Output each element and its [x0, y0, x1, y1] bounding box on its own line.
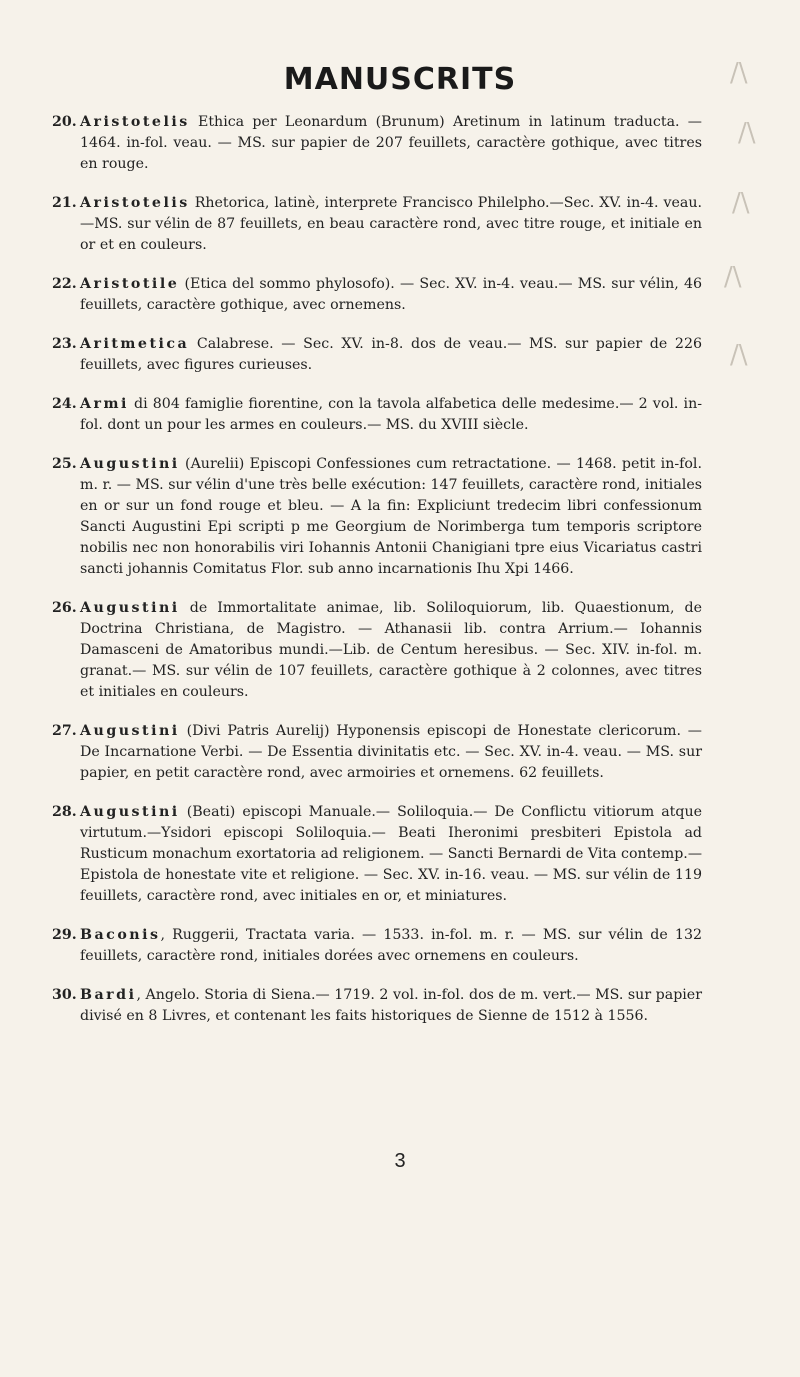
margin-mark-glyph: /\ [730, 340, 748, 370]
entry-text: , Angelo. Storia di Siena.— 1719. 2 vol. in-fol. dos de m. vert.— MS. sur papier divisé en 8 Livres, et contenant les faits historiques de Sienne de 1512 à 1556. [80, 987, 702, 1024]
catalogue-entry [52, 598, 702, 703]
entry-text: de Immortalitate animae, lib. Soliloquiorum, lib. Quaestionum, de Doctrina Christiana, de Magistro. — Athanasii lib. contra Arrium.— Iohannis Damasceni de Amatoribus mundi.—Lib. de Centum heresibus. — Sec. XIV. in-fol. m. granat.— MS. sur vélin de 107 feuillets, caractère gothique à 2 colonnes, avec titres et initiales en couleurs. [80, 600, 702, 700]
entry-number: 25. [52, 456, 77, 472]
entry-author: Aristotelis [80, 114, 190, 130]
entry-author: Bardi [80, 987, 137, 1003]
entry-text: (Etica del sommo phylosofo). — Sec. XV. in-4. veau.— MS. sur vélin, 46 feuillets, caractère gothique, avec ornemens. [80, 276, 703, 313]
entry-number: 22. [52, 276, 77, 292]
entry-text: , Ruggerii, Tractata varia. — 1533. in-fol. m. r. — MS. sur vélin de 132 feuillets, caractère rond, initiales dorées avec ornemens en couleurs. [80, 927, 702, 964]
catalogue-entry [52, 454, 702, 580]
margin-annotations [718, 40, 788, 800]
entry-author: Aristotelis [80, 195, 190, 211]
entry-text: (Beati) episcopi Manuale.— Soliloquia.— De Conflictu vitiorum atque virtutum.—Ysidori episcopi Soliloquia.— Beati Iheronimi presbiteri Epistola ad Rusticum monachum exortatoria ad religionem. — Sancti Bernardi de Vita contemp.— Epistola de honestate vite et religione. — Sec. XV. in-16. veau. — MS. sur vélin de 119 feuillets, caractère rond, avec initiales en or, et miniatures. [80, 804, 703, 904]
entry-number: 23. [52, 336, 77, 352]
catalogue-entry [52, 802, 702, 907]
entry-author: Baconis [80, 927, 161, 943]
entry-author: Augustini [80, 600, 180, 616]
entry-text: Ethica per Leonardum (Brunum) Aretinum in latinum traducta. — 1464. in-fol. veau. — MS. sur papier de 207 feuillets, caractère gothique, avec titres en rouge. [80, 114, 702, 172]
page-number: 3 [394, 1150, 406, 1172]
margin-mark-glyph: /\ [724, 262, 742, 292]
entry-author: Augustini [80, 723, 180, 739]
catalogue-entry [52, 112, 702, 175]
entry-text: (Aurelii) Episcopi Confessiones cum retractatione. — 1468. petit in-fol. m. r. — MS. sur vélin d'une très belle exécution: 147 feuillets, caractère rond, initiales en or sur un fond rouge et bleu. — A la fin: Expliciunt tredecim libri confessionum Sancti Augustini Epi scripti p me Georgium de Norimberga tum temporis scriptore nobilis nec non honorabilis viri Iohannis Antonii Chanigiani tpre eius Vicariatus castri sancti johannis Comitatus Flor. sub anno incarnationis Ihu Xpi 1466. [80, 456, 702, 577]
catalogue-entry [52, 721, 702, 784]
entry-number: 28. [52, 804, 77, 820]
catalogue-entry [52, 334, 702, 376]
entry-list [52, 112, 702, 1045]
margin-mark-glyph: /\ [738, 118, 756, 148]
entry-text: (Divi Patris Aurelij) Hyponensis episcopi de Honestate clericorum. — De Incarnatione Verbi. — De Essentia divinitatis etc. — Sec. XV. in-4. veau. — MS. sur papier, en petit caractère rond, avec armoiries et ornemens. 62 feuillets. [80, 723, 702, 781]
entry-number: 29. [52, 927, 77, 943]
entry-text: Rhetorica, latinè, interprete Francisco Philelpho.—Sec. XV. in-4. veau.—MS. sur vélin de 87 feuillets, en beau caractère rond, avec titre rouge, et initiale en or et en couleurs. [80, 195, 703, 253]
margin-mark-glyph: /\ [732, 188, 750, 218]
catalogue-entry [52, 274, 702, 316]
entry-number: 30. [52, 987, 77, 1003]
entry-text: di 804 famiglie fiorentine, con la tavola alfabetica delle medesime.— 2 vol. in-fol. dont un pour les armes en couleurs.— MS. du XVIII siècle. [80, 396, 703, 433]
catalogue-entry [52, 193, 702, 256]
entry-author: Armi [80, 396, 129, 412]
margin-mark-glyph: /\ [730, 58, 748, 88]
entry-text: Calabrese. — Sec. XV. in-8. dos de veau.— MS. sur papier de 226 feuillets, avec figures curieuses. [80, 336, 702, 373]
catalogue-entry [52, 394, 702, 436]
entry-number: 27. [52, 723, 77, 739]
entry-number: 20. [52, 114, 77, 130]
page-heading: MANUSCRITS [283, 62, 517, 97]
entry-number: 26. [52, 600, 77, 616]
entry-number: 21. [52, 195, 77, 211]
entry-author: Aristotile [80, 276, 180, 292]
entry-author: Aritmetica [80, 336, 190, 352]
entry-author: Augustini [80, 804, 180, 820]
catalogue-entry [52, 985, 702, 1027]
catalogue-entry [52, 925, 702, 967]
entry-number: 24. [52, 396, 77, 412]
entry-author: Augustini [80, 456, 180, 472]
